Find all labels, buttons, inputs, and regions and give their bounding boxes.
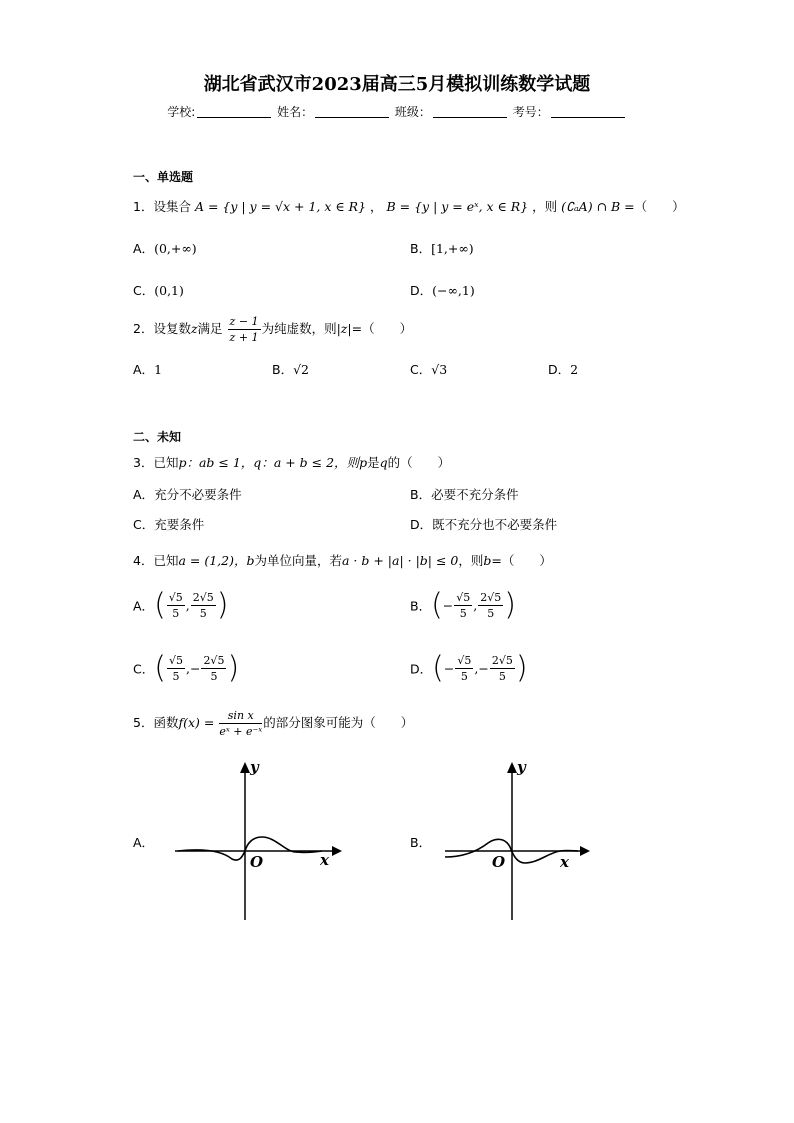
x-label: x (560, 853, 569, 871)
q3-q: q (253, 455, 262, 470)
x-component (454, 590, 472, 621)
option-label: A． (133, 241, 155, 256)
q2-frac-num: z − 1 (229, 315, 259, 328)
q1-option-a[interactable] (133, 239, 197, 257)
q1-lead: 1．设集合 (133, 199, 191, 214)
section-heading-unknown: 二、未知 (133, 430, 182, 444)
option-value: 2 (570, 362, 579, 377)
x-component-den: 5 (172, 670, 180, 683)
x-component (167, 590, 185, 621)
q2-mid: 满足 (197, 321, 223, 336)
origin-label: O (492, 853, 506, 871)
option-value: 充分不必要条件 (154, 487, 242, 502)
q4-tail: ，则 (458, 553, 484, 568)
comma: , (185, 598, 190, 613)
q3-option-c[interactable] (133, 515, 204, 533)
page-title: 湖北省武汉市2023届高三5月模拟训练数学试题 (203, 74, 591, 95)
open-paren: ( (432, 650, 444, 686)
close-paren: ) (227, 650, 240, 686)
q3-p: p (178, 455, 187, 470)
y-sign: − (189, 661, 201, 676)
class-label: 班级： (394, 105, 431, 119)
name-blank[interactable] (315, 105, 389, 118)
option-label: A． (133, 487, 155, 502)
q1-set-a: A = {y | y = √x + 1, x ∈ R} (194, 199, 366, 214)
q2-option-a[interactable] (133, 360, 162, 378)
x-component (167, 653, 185, 684)
option-label: C． (133, 283, 155, 298)
name-label: 姓名： (277, 105, 314, 119)
q4-mid: 为单位向量，若 (254, 553, 342, 568)
y-component-den: 5 (498, 670, 506, 683)
number-blank[interactable] (551, 105, 625, 118)
number-label: 考号： (512, 105, 549, 119)
q4-vec-b: b (246, 553, 255, 568)
question-3 (133, 453, 450, 471)
q2-abs: |z| (336, 321, 352, 336)
q2-option-c[interactable] (410, 360, 447, 378)
q3-option-d[interactable] (410, 515, 557, 533)
x-label: x (320, 851, 329, 869)
option-label: B． (410, 241, 432, 256)
close-paren: ) (515, 650, 528, 686)
q4-option-b[interactable] (410, 587, 517, 623)
comma: , (473, 598, 478, 613)
option-label: A． (133, 598, 155, 614)
option-label: D． (548, 362, 571, 377)
school-blank[interactable] (197, 105, 271, 118)
x-component-num: √5 (168, 654, 183, 667)
q1-option-c[interactable] (133, 281, 184, 299)
x-component-den: 5 (172, 607, 180, 620)
q4-vec-b-ref: b (483, 553, 492, 568)
option-label: C． (133, 517, 155, 532)
x-axis-arrow-icon (580, 846, 590, 856)
y-component-num: 2√5 (203, 654, 225, 667)
q4-option-d[interactable] (410, 650, 528, 686)
x-component-num: √5 (456, 591, 471, 604)
option-value: [1,+∞) (431, 241, 474, 256)
q1-tail: ，则 (532, 199, 558, 214)
q3-p-ref: p (359, 455, 368, 470)
y-component-num: 2√5 (480, 591, 502, 604)
close-paren: ) (504, 587, 517, 623)
q1-mid: ， (369, 199, 383, 214)
option-label: D． (410, 517, 433, 532)
q3-q-ref: q (379, 455, 388, 470)
option-value: √2 (293, 362, 309, 377)
q1-option-d[interactable] (410, 281, 475, 299)
option-value: 1 (154, 362, 163, 377)
q4-end: =（ ） (491, 553, 552, 568)
student-info-line (0, 103, 794, 120)
option-value: √3 (431, 362, 448, 377)
q3-text-b: 是 (367, 455, 380, 470)
option-value: (0,1) (154, 283, 184, 298)
x-component (455, 653, 473, 684)
q3-cond-q: ：a + b ≤ 2，则 (261, 455, 360, 470)
q3-option-a[interactable] (133, 485, 242, 503)
option-label: D． (410, 283, 433, 298)
q4-option-c[interactable] (133, 650, 240, 686)
q2-fraction (228, 314, 261, 345)
q5-option-b-graph[interactable] (440, 755, 600, 925)
question-2 (133, 314, 412, 345)
question-1 (133, 197, 685, 215)
q5-option-b-label[interactable]: B． (410, 835, 432, 850)
open-paren: ( (154, 650, 166, 686)
q1-expr: (∁ₐA) ∩ B (561, 199, 621, 214)
q3-text-c: 的（ ） (387, 455, 451, 470)
q2-option-b[interactable] (272, 360, 309, 378)
q1-end: =（ ） (624, 199, 685, 214)
q2-lead: 2．设复数 (133, 321, 191, 336)
q4-option-a[interactable] (133, 587, 229, 623)
option-value: 充要条件 (154, 517, 205, 532)
option-label: C． (133, 661, 155, 677)
class-blank[interactable] (433, 105, 507, 118)
option-label: B． (272, 362, 294, 377)
q4-lead: 4．已知 (133, 553, 179, 568)
x-component-num: √5 (457, 654, 472, 667)
x-sign: − (442, 598, 454, 613)
q4-inequality: a · b + |a| · |b| ≤ 0 (342, 553, 459, 568)
option-label: B． (410, 487, 432, 502)
y-label: y (517, 758, 526, 776)
q5-option-a-graph[interactable] (170, 755, 350, 925)
y-component (478, 590, 503, 621)
y-sign: − (478, 661, 489, 676)
q5-tail: 的部分图象可能为（ ） (263, 715, 414, 730)
y-axis-arrow-icon (507, 762, 517, 773)
open-paren: ( (431, 587, 443, 623)
y-axis-arrow-icon (240, 762, 250, 773)
x-component-num: √5 (168, 591, 183, 604)
q1-set-b: B = {y | y = eˣ, x ∈ R} (386, 199, 529, 214)
close-paren: ) (216, 587, 229, 623)
q2-frac-den: z + 1 (229, 331, 259, 344)
origin-label: O (250, 853, 264, 871)
option-value: 既不充分也不必要条件 (432, 517, 558, 532)
school-label: 学校: (167, 105, 196, 119)
question-5 (133, 708, 413, 739)
x-axis-arrow-icon (332, 846, 342, 856)
q2-var: z (190, 321, 198, 336)
option-value: (−∞,1) (432, 283, 475, 298)
y-label: y (250, 758, 259, 776)
x-component-den: 5 (459, 607, 467, 620)
option-value: (0,+∞) (154, 241, 197, 256)
y-component (490, 653, 515, 684)
q2-tail: 为纯虚数，则 (261, 321, 337, 336)
q2-option-d[interactable] (548, 360, 578, 378)
x-sign: − (443, 661, 455, 676)
q5-fx: f(x) = (178, 715, 215, 730)
q3-cond-p: ：ab ≤ 1， (186, 455, 254, 470)
q4-vec-a: a = (1,2)， (178, 553, 247, 568)
q1-option-b[interactable] (410, 239, 474, 257)
option-label: B． (410, 598, 432, 614)
q2-end: =（ ） (351, 321, 413, 336)
y-component-den: 5 (199, 607, 207, 620)
y-component-den: 5 (210, 670, 218, 683)
q3-text-a: 3．已知 (133, 455, 179, 470)
option-label: A． (133, 362, 155, 377)
q5-fraction (219, 708, 262, 739)
option-value: 必要不充分条件 (431, 487, 519, 502)
y-component-num: 2√5 (192, 591, 214, 604)
comma: , (474, 661, 479, 676)
q5-den: eˣ + e⁻ˣ (219, 725, 263, 738)
y-component-num: 2√5 (491, 654, 513, 667)
y-component (191, 590, 216, 621)
option-label: D． (410, 661, 433, 677)
open-paren: ( (154, 587, 166, 623)
q3-option-b[interactable] (410, 485, 519, 503)
option-label: C． (410, 362, 432, 377)
comma: , (185, 661, 190, 676)
question-4 (133, 551, 552, 569)
section-heading-single-choice: 一、单选题 (133, 170, 194, 184)
y-component-den: 5 (487, 607, 495, 620)
y-component (201, 653, 226, 684)
q5-num: sin x (219, 708, 262, 724)
x-component-den: 5 (460, 670, 468, 683)
q5-lead: 5．函数 (133, 715, 179, 730)
q5-option-a-label[interactable]: A． (133, 835, 155, 850)
